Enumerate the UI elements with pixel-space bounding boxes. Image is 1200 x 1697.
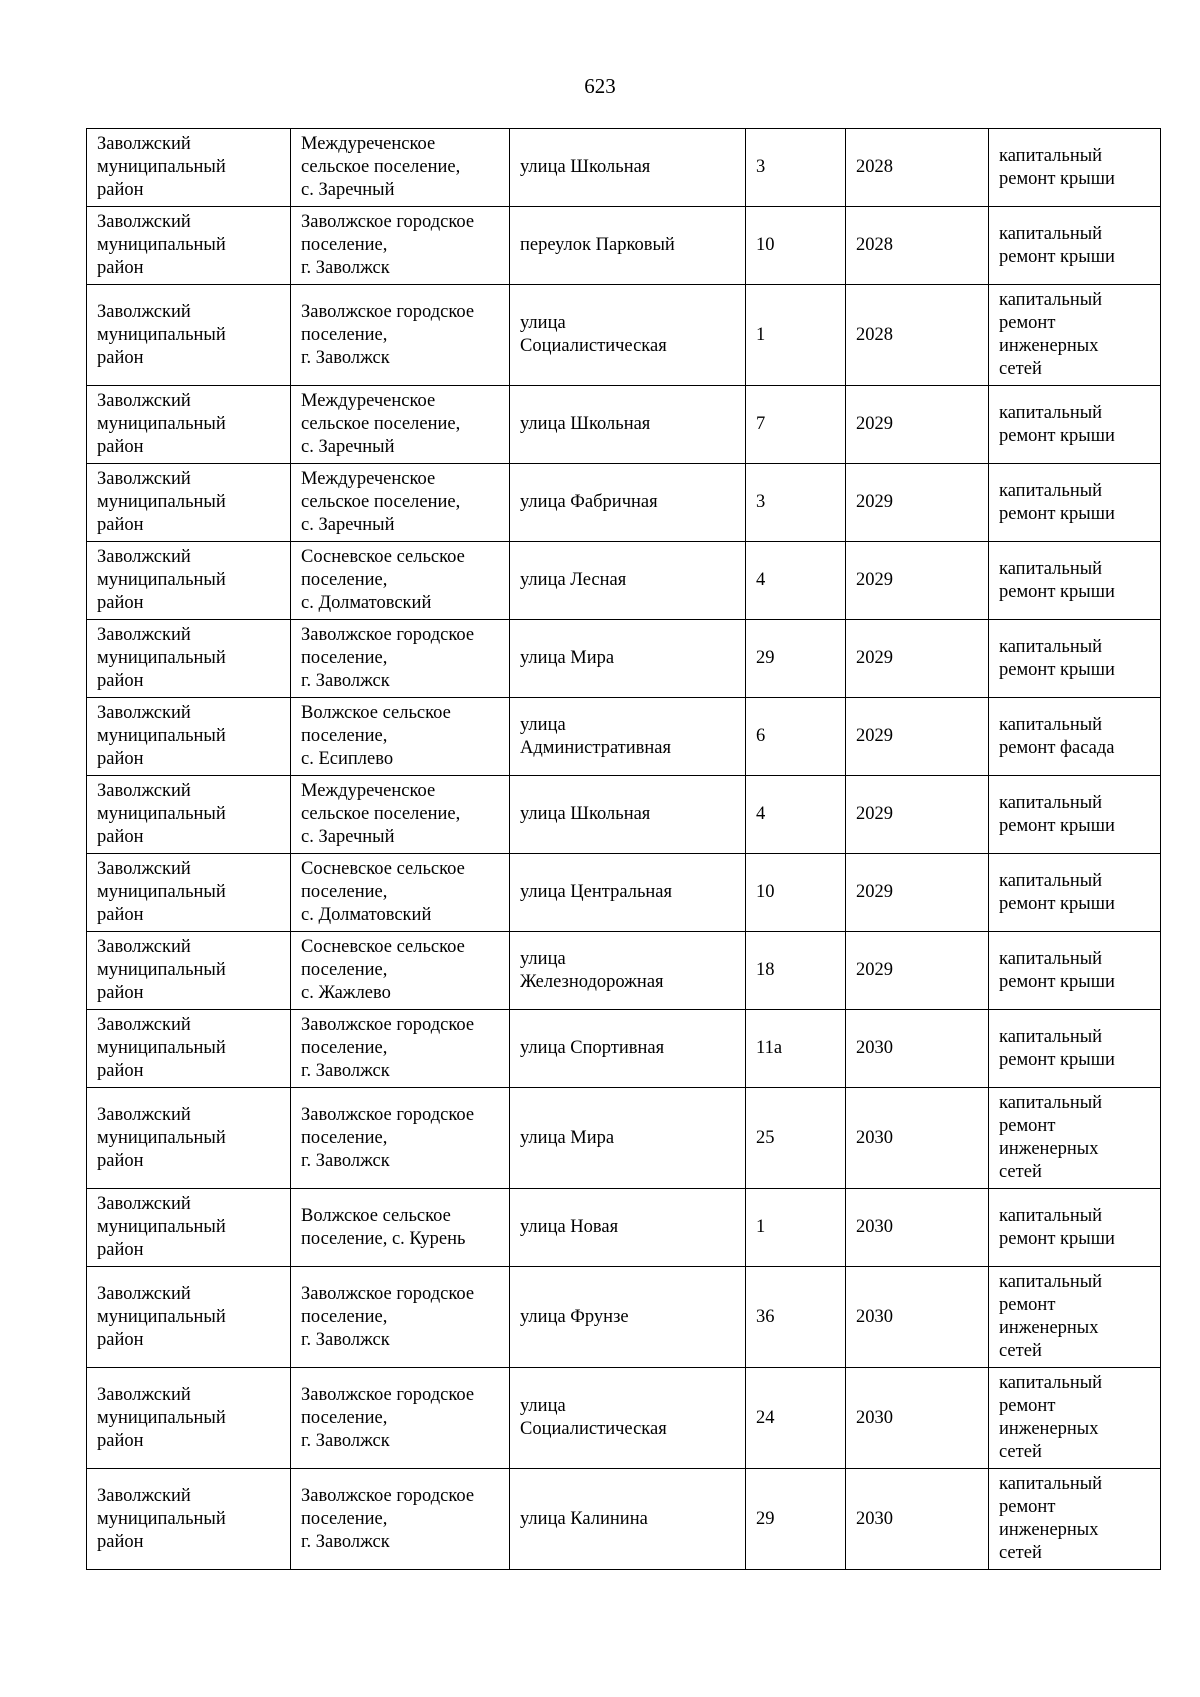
table-row [87,620,1161,698]
page-number: 623 [584,74,616,98]
district-cell: Заволжский муниципальный район [87,932,291,1010]
work-type-cell: капитальный ремонт крыши [989,854,1161,932]
street-cell: улица Железнодорожная [510,932,746,1010]
district-cell: Заволжский муниципальный район [87,1189,291,1267]
district-cell: Заволжский муниципальный район [87,129,291,207]
table-row [87,776,1161,854]
district-cell: Заволжский муниципальный район [87,1088,291,1189]
street-cell: улица Школьная [510,129,746,207]
year-cell: 2030 [846,1010,989,1088]
district-cell: Заволжский муниципальный район [87,698,291,776]
house-number-cell: 24 [746,1368,846,1469]
district-cell: Заволжский муниципальный район [87,1469,291,1570]
settlement-cell: Заволжское городское поселение, г. Заволжск [291,1010,510,1088]
street-cell: улица Административная [510,698,746,776]
district-cell: Заволжский муниципальный район [87,285,291,386]
street-cell: улица Калинина [510,1469,746,1570]
house-number-cell: 6 [746,698,846,776]
district-cell: Заволжский муниципальный район [87,1368,291,1469]
work-type-cell: капитальный ремонт крыши [989,1189,1161,1267]
work-type-cell: капитальный ремонт фасада [989,698,1161,776]
repair-schedule-table [86,128,1161,1570]
year-cell: 2029 [846,854,989,932]
house-number-cell: 7 [746,386,846,464]
year-cell: 2029 [846,776,989,854]
house-number-cell: 36 [746,1267,846,1368]
house-number-cell: 4 [746,776,846,854]
work-type-cell: капитальный ремонт крыши [989,129,1161,207]
district-cell: Заволжский муниципальный район [87,776,291,854]
district-cell: Заволжский муниципальный район [87,542,291,620]
table-row [87,1267,1161,1368]
year-cell: 2030 [846,1088,989,1189]
work-type-cell: капитальный ремонт инженерных сетей [989,1267,1161,1368]
year-cell: 2029 [846,386,989,464]
work-type-cell: капитальный ремонт крыши [989,207,1161,285]
street-cell: переулок Парковый [510,207,746,285]
street-cell: улица Школьная [510,386,746,464]
district-cell: Заволжский муниципальный район [87,1267,291,1368]
settlement-cell: Междуреченское сельское поселение, с. Заречный [291,386,510,464]
house-number-cell: 29 [746,1469,846,1570]
street-cell: улица Центральная [510,854,746,932]
table-row [87,1469,1161,1570]
settlement-cell: Сосневское сельское поселение, с. Долматовский [291,542,510,620]
house-number-cell: 10 [746,207,846,285]
street-cell: улица Социалистическая [510,1368,746,1469]
table-row [87,386,1161,464]
settlement-cell: Заволжское городское поселение, г. Заволжск [291,1368,510,1469]
year-cell: 2030 [846,1469,989,1570]
work-type-cell: капитальный ремонт инженерных сетей [989,1469,1161,1570]
year-cell: 2028 [846,207,989,285]
house-number-cell: 1 [746,1189,846,1267]
street-cell: улица Спортивная [510,1010,746,1088]
table-row [87,285,1161,386]
settlement-cell: Междуреченское сельское поселение, с. Заречный [291,464,510,542]
year-cell: 2029 [846,932,989,1010]
house-number-cell: 10 [746,854,846,932]
table-row [87,1010,1161,1088]
settlement-cell: Междуреченское сельское поселение, с. Заречный [291,776,510,854]
table-body [87,129,1161,1570]
table-row [87,464,1161,542]
year-cell: 2029 [846,620,989,698]
table-row [87,1368,1161,1469]
settlement-cell: Волжское сельское поселение, с. Курень [291,1189,510,1267]
year-cell: 2028 [846,129,989,207]
table-row [87,542,1161,620]
house-number-cell: 11а [746,1010,846,1088]
table-row [87,129,1161,207]
house-number-cell: 25 [746,1088,846,1189]
street-cell: улица Школьная [510,776,746,854]
district-cell: Заволжский муниципальный район [87,207,291,285]
work-type-cell: капитальный ремонт крыши [989,932,1161,1010]
settlement-cell: Заволжское городское поселение, г. Заволжск [291,620,510,698]
house-number-cell: 3 [746,464,846,542]
settlement-cell: Междуреченское сельское поселение, с. Заречный [291,129,510,207]
street-cell: улица Новая [510,1189,746,1267]
settlement-cell: Сосневское сельское поселение, с. Долматовский [291,854,510,932]
settlement-cell: Заволжское городское поселение, г. Заволжск [291,1088,510,1189]
work-type-cell: капитальный ремонт крыши [989,386,1161,464]
table-row [87,698,1161,776]
district-cell: Заволжский муниципальный район [87,386,291,464]
house-number-cell: 18 [746,932,846,1010]
settlement-cell: Заволжское городское поселение, г. Заволжск [291,207,510,285]
table-row [87,207,1161,285]
district-cell: Заволжский муниципальный район [87,854,291,932]
work-type-cell: капитальный ремонт крыши [989,776,1161,854]
street-cell: улица Фабричная [510,464,746,542]
table-row [87,1088,1161,1189]
year-cell: 2030 [846,1368,989,1469]
year-cell: 2028 [846,285,989,386]
year-cell: 2029 [846,542,989,620]
house-number-cell: 29 [746,620,846,698]
table-row [87,854,1161,932]
settlement-cell: Заволжское городское поселение, г. Заволжск [291,1469,510,1570]
year-cell: 2029 [846,464,989,542]
settlement-cell: Сосневское сельское поселение, с. Жажлево [291,932,510,1010]
street-cell: улица Мира [510,1088,746,1189]
table-row [87,932,1161,1010]
district-cell: Заволжский муниципальный район [87,1010,291,1088]
work-type-cell: капитальный ремонт крыши [989,1010,1161,1088]
work-type-cell: капитальный ремонт инженерных сетей [989,1368,1161,1469]
settlement-cell: Заволжское городское поселение, г. Заволжск [291,1267,510,1368]
house-number-cell: 4 [746,542,846,620]
street-cell: улица Фрунзе [510,1267,746,1368]
work-type-cell: капитальный ремонт крыши [989,542,1161,620]
table-row [87,1189,1161,1267]
house-number-cell: 3 [746,129,846,207]
street-cell: улица Мира [510,620,746,698]
district-cell: Заволжский муниципальный район [87,620,291,698]
street-cell: улица Лесная [510,542,746,620]
district-cell: Заволжский муниципальный район [87,464,291,542]
year-cell: 2030 [846,1189,989,1267]
work-type-cell: капитальный ремонт инженерных сетей [989,285,1161,386]
settlement-cell: Заволжское городское поселение, г. Заволжск [291,285,510,386]
street-cell: улица Социалистическая [510,285,746,386]
settlement-cell: Волжское сельское поселение, с. Есиплево [291,698,510,776]
house-number-cell: 1 [746,285,846,386]
year-cell: 2029 [846,698,989,776]
year-cell: 2030 [846,1267,989,1368]
work-type-cell: капитальный ремонт крыши [989,620,1161,698]
work-type-cell: капитальный ремонт инженерных сетей [989,1088,1161,1189]
work-type-cell: капитальный ремонт крыши [989,464,1161,542]
